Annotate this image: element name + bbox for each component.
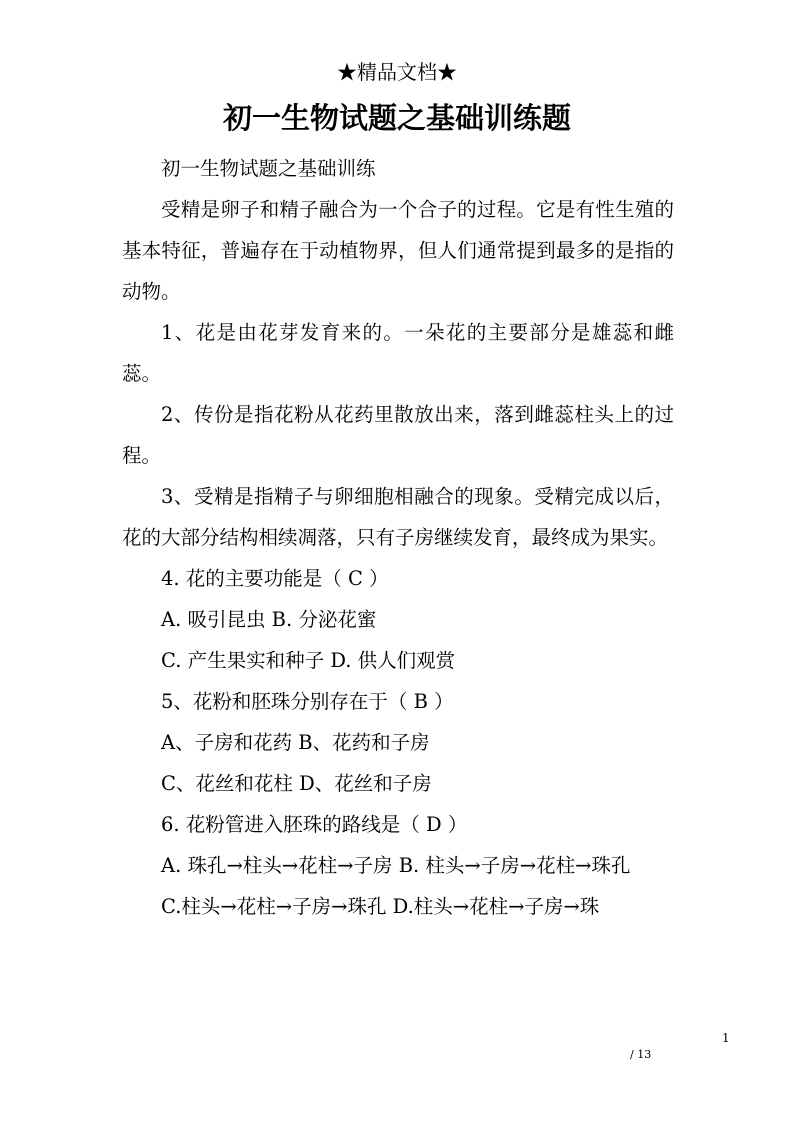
question-4-options-ab: A. 吸引昆虫 B. 分泌花蜜 [161,608,377,631]
question-6-options-ab: A. 珠孔→柱头→花柱→子房 B. 柱头→子房→花柱→珠孔 [161,854,631,877]
page-total: / 13 [630,1048,652,1061]
document-title: 初一生物试题之基础训练题 [222,101,571,135]
page-number: 1 [722,1031,730,1045]
question-6-options-cd: C.柱头→花柱→子房→珠孔 D.柱头→花柱→子房→珠 [161,895,600,918]
point-3-paragraph: 3、受精是指精子与卵细胞相融合的现象。受精完成以后，花的大部分结构相续凋落，只有子房继续发育，最终成为果实。 [122,485,674,549]
question-6: 6. 花粉管进入胚珠的路线是（ D ） [161,813,468,836]
question-5-options-cd: C、花丝和花柱 D、花丝和子房 [161,772,432,795]
question-5-options-ab: A、子房和花药 B、花药和子房 [161,731,430,754]
point-1-paragraph: 1、花是由花芽发育来的。一朵花的主要部分是雄蕊和雌蕊。 [122,321,674,385]
document-body [122,148,674,927]
header-banner: ★精品文档★ [337,60,457,84]
point-2-paragraph: 2、传份是指花粉从花药里散放出来，落到雌蕊柱头上的过程。 [122,403,674,467]
intro-paragraph: 受精是卵子和精子融合为一个合子的过程。它是有性生殖的基本特征，普遍存在于动植物界，但人们通常提到最多的是指的动物。 [122,198,674,303]
question-4: 4. 花的主要功能是（ C ） [161,567,389,590]
subtitle-paragraph: 初一生物试题之基础训练 [161,157,376,180]
question-5: 5、花粉和胚珠分别存在于（ B ） [161,690,454,713]
question-4-options-cd: C. 产生果实和种子 D. 供人们观赏 [161,649,456,672]
